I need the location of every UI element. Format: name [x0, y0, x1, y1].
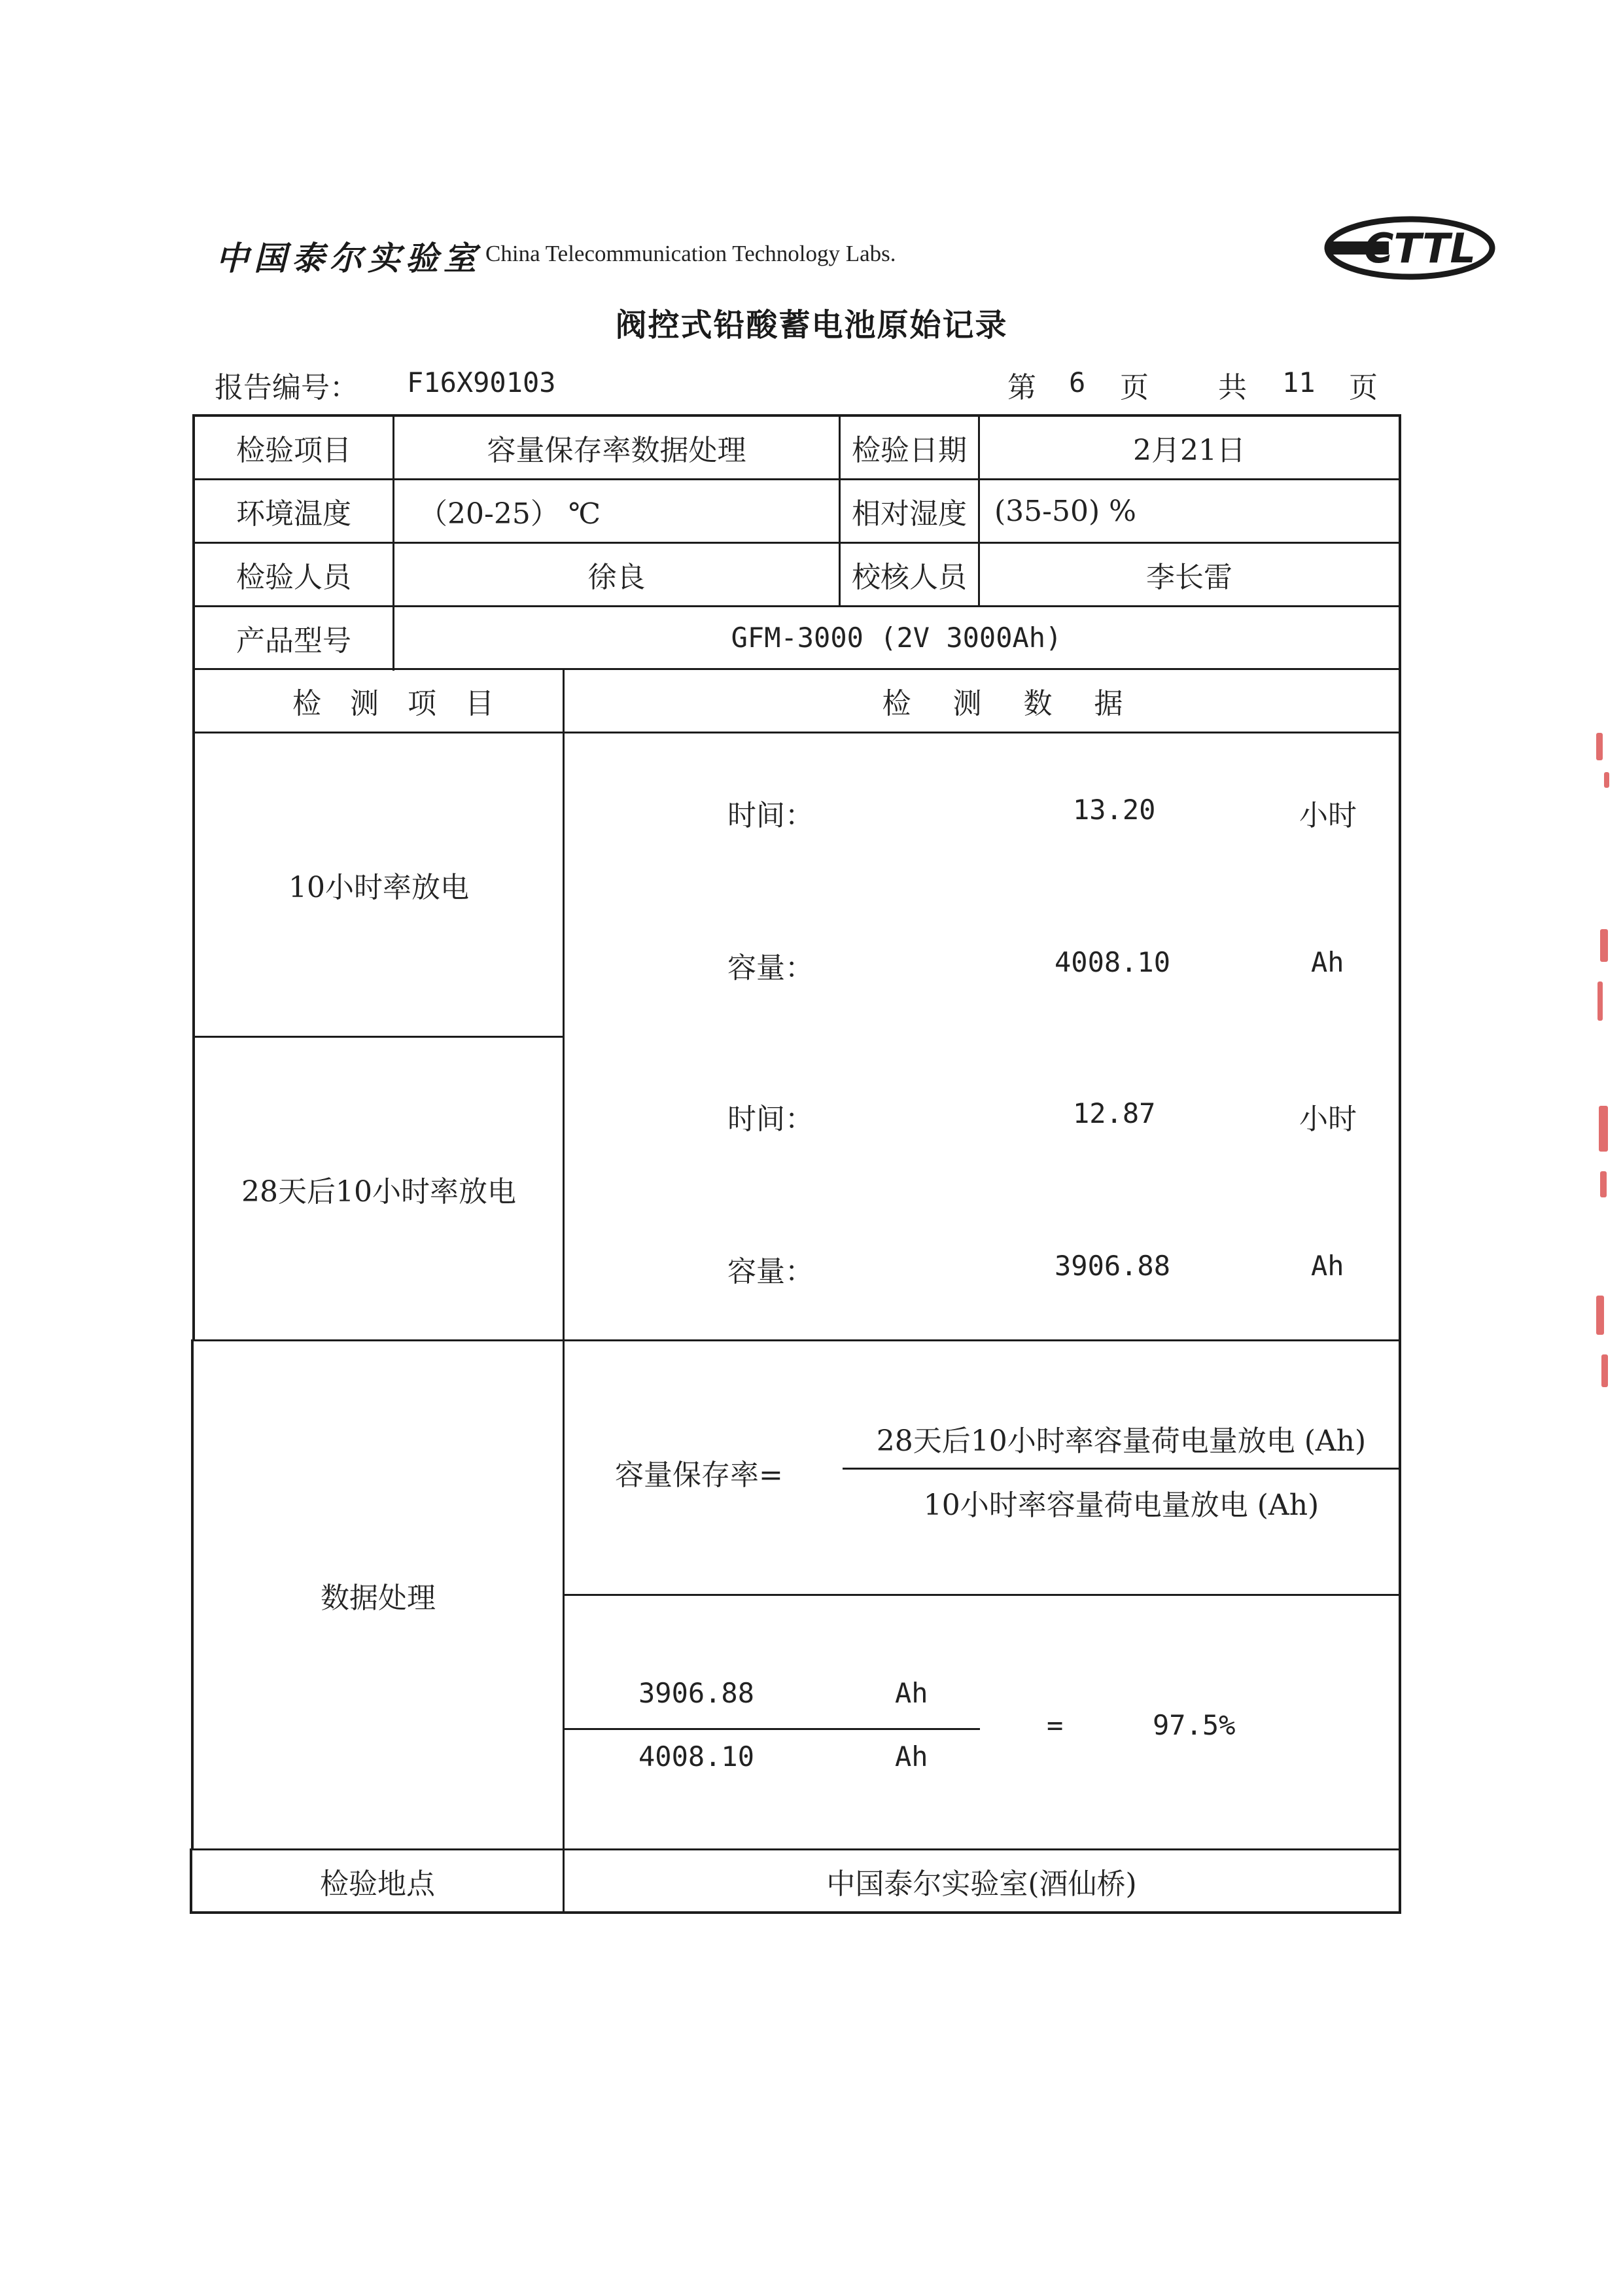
rule [1399, 414, 1401, 1914]
row-28d-time-unit: 小时 [1299, 1103, 1357, 1136]
env-temp-label: 环境温度 [236, 497, 351, 531]
retention-result: 97.5% [1153, 1709, 1236, 1741]
rule [190, 1911, 1401, 1914]
column-header-data: 检测数据 [882, 687, 1165, 720]
model-value: GFM-3000 (2V 3000Ah) [731, 622, 1062, 654]
document-title: 阀控式铅酸蓄电池原始记录 [615, 307, 1008, 344]
page-number: 6 [1069, 366, 1086, 398]
letterhead-org-cn: 中国泰尔实验室 [216, 239, 481, 277]
row-10h-capacity-unit: Ah [1311, 946, 1344, 978]
row-10h-time-unit: 小时 [1299, 799, 1357, 832]
env-temp-value: （20-25） ℃ [419, 497, 601, 531]
row-10h-time-label: 时间： [727, 799, 814, 832]
location-label: 检验地点 [320, 1867, 435, 1901]
calc-numerator-unit: Ah [895, 1677, 928, 1709]
humidity-label: 相对湿度 [852, 497, 967, 531]
report-number: F16X90103 [407, 366, 556, 398]
reviewer-label: 校核人员 [852, 561, 967, 594]
formula-denominator: 10小时率容量荷电量放电 (Ah) [923, 1489, 1319, 1522]
calc-numerator-value: 3906.88 [638, 1677, 755, 1709]
logo-text: CTTL [1364, 224, 1476, 272]
test-date-value: 2月21日 [1133, 433, 1246, 467]
cttl-logo [1325, 213, 1476, 283]
row-10h-capacity-label: 容量： [727, 951, 814, 985]
inspector-value: 徐良 [587, 561, 646, 594]
row-28d-capacity-value: 3906.88 [1055, 1250, 1171, 1282]
row-28d-discharge-name: 28天后10小时率放电 [241, 1174, 516, 1209]
letterhead-org-en: China Telecommunication Technology Labs. [485, 241, 896, 266]
reviewer-value: 李长雷 [1146, 561, 1232, 594]
data-processing-label: 数据处理 [321, 1581, 436, 1615]
test-item-value: 容量保存率数据处理 [487, 433, 746, 467]
total-prefix: 共 [1218, 371, 1247, 404]
report-number-label: 报告编号： [215, 371, 358, 404]
test-date-label: 检验日期 [852, 433, 967, 467]
formula-numerator: 28天后10小时率容量荷电量放电 (Ah) [876, 1424, 1367, 1458]
row-10h-discharge-name: 10小时率放电 [288, 871, 469, 904]
row-28d-time-label: 时间： [727, 1103, 814, 1136]
humidity-value: (35-50) % [994, 494, 1136, 528]
row-10h-time-value: 13.20 [1073, 794, 1156, 826]
total-pages: 11 [1282, 366, 1316, 398]
rule [564, 1594, 1401, 1596]
row-28d-time-value: 12.87 [1073, 1097, 1156, 1129]
rule [563, 668, 565, 1914]
location-value: 中国泰尔实验室(酒仙桥) [826, 1867, 1137, 1901]
calc-fraction-bar [564, 1728, 980, 1730]
calc-denominator-unit: Ah [895, 1740, 928, 1773]
formula-fraction-bar [843, 1468, 1400, 1470]
model-label: 产品型号 [236, 624, 351, 658]
page-suffix: 页 [1120, 371, 1149, 404]
row-28d-capacity-unit: Ah [1311, 1250, 1344, 1282]
test-item-label: 检验项目 [236, 433, 351, 467]
inspector-label: 检验人员 [236, 561, 351, 594]
column-header-item: 检测项目 [292, 687, 523, 720]
calc-equals: = [1047, 1709, 1064, 1741]
row-10h-capacity-value: 4008.10 [1055, 946, 1171, 978]
calc-denominator-value: 4008.10 [638, 1740, 755, 1773]
total-suffix: 页 [1349, 371, 1378, 404]
formula-label: 容量保存率= [615, 1458, 783, 1492]
page-prefix: 第 [1007, 371, 1036, 404]
row-28d-capacity-label: 容量： [727, 1255, 814, 1288]
